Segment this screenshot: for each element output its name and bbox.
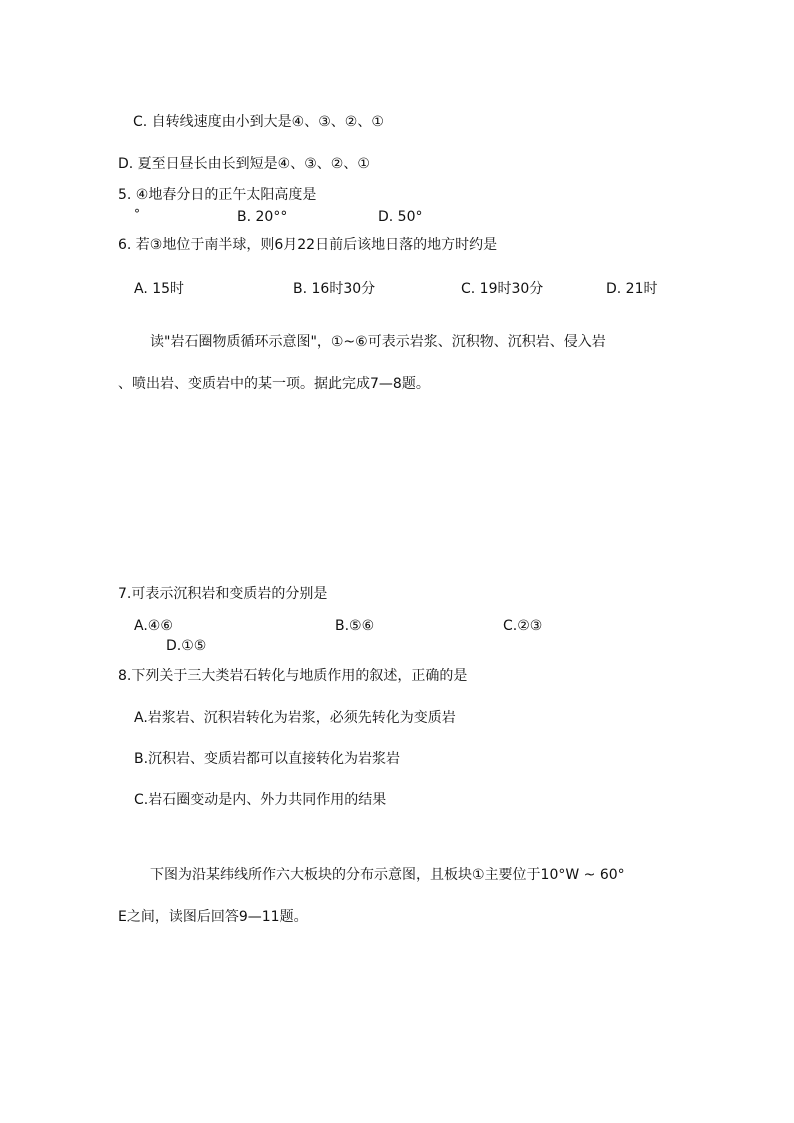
rock-passage-line2: 、喷出岩、变质岩中的某一项。据此完成7—8题。 <box>118 376 430 392</box>
rock-cycle-figure-placeholder <box>118 400 678 575</box>
q6-option-a: A. 15时 <box>134 281 185 297</box>
q8-option-b: B.沉积岩、变质岩都可以直接转化为岩浆岩 <box>134 751 401 767</box>
q8-option-c: C.岩石圈变动是内、外力共同作用的结果 <box>134 792 387 808</box>
q6-option-c: C. 19时30分 <box>461 281 544 297</box>
q7-option-a: A.④⑥ <box>134 618 173 634</box>
q8-stem: 8.下列关于三大类岩石转化与地质作用的叙述，正确的是 <box>118 668 468 684</box>
rock-passage-line1: 读"岩石圈物质循环示意图"，①~⑥可表示岩浆、沉积物、沉积岩、侵入岩 <box>150 334 606 350</box>
q5-option-a-fragment: ° <box>134 207 140 221</box>
q5-option-d: D. 50° <box>378 209 423 225</box>
q4-option-d: D. 夏至日昼长由长到短是④、③、②、① <box>118 156 370 172</box>
q8-option-a: A.岩浆岩、沉积岩转化为岩浆，必须先转化为变质岩 <box>134 710 456 726</box>
q7-option-d: D.①⑤ <box>166 638 207 654</box>
plates-passage-line2: E之间，读图后回答9—11题。 <box>118 909 308 925</box>
q7-stem: 7.可表示沉积岩和变质岩的分别是 <box>118 586 328 602</box>
q6-option-d: D. 21时 <box>606 281 658 297</box>
q7-option-b: B.⑤⑥ <box>335 618 375 634</box>
q5-option-b: B. 20°° <box>237 209 288 225</box>
plates-figure-placeholder <box>118 935 678 1095</box>
q5-stem: 5. ④地春分日的正午太阳高度是 <box>118 187 317 203</box>
q6-stem: 6. 若③地位于南半球，则6月22日前后该地日落的地方时约是 <box>118 237 498 253</box>
q6-option-b: B. 16时30分 <box>293 281 376 297</box>
q4-option-c: C. 自转线速度由小到大是④、③、②、① <box>133 114 384 130</box>
plates-passage-line1: 下图为沿某纬线所作六大板块的分布示意图，且板块①主要位于10°W ~ 60° <box>150 867 625 883</box>
q7-option-c: C.②③ <box>503 618 543 634</box>
